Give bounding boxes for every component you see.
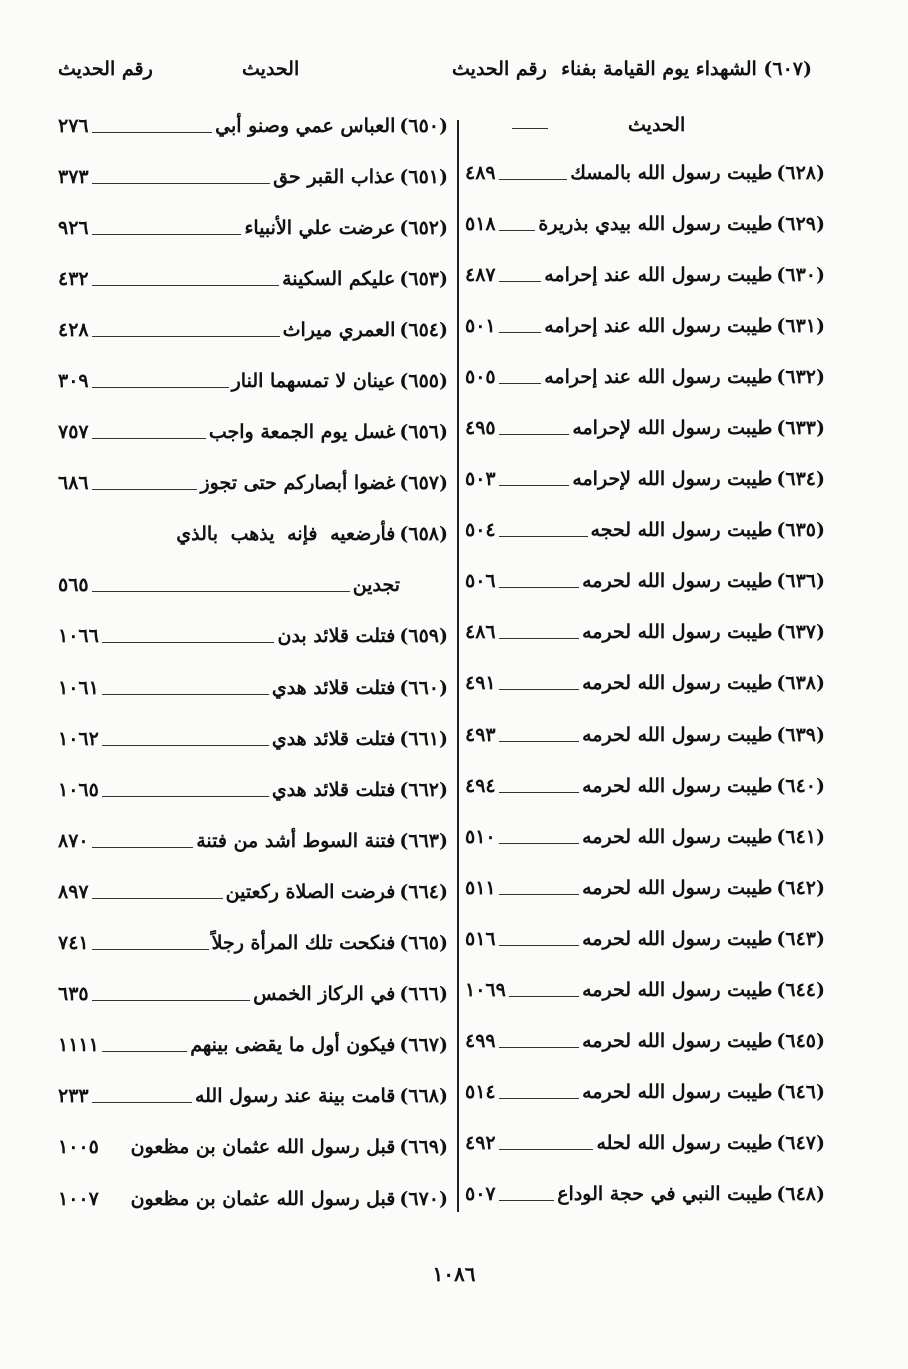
index-entry: (٦٤٣) طيبت رسول الله لحرمه ٥١٦ bbox=[465, 927, 825, 950]
right-index-column bbox=[465, 147, 825, 1220]
index-entry: (٦٥٠) العباس عمي وصنو أبي ٢٧٦ bbox=[58, 114, 448, 137]
index-entry: (٦٣٣) طيبت رسول الله لإحرامه ٤٩٥ bbox=[465, 417, 825, 440]
continued-entry-title: (٦٠٧) الشهداء يوم القيامة بفناء bbox=[561, 58, 812, 80]
index-entry: (٦٥١) عذاب القبر حق ٣٧٣ bbox=[58, 165, 448, 188]
index-entry: (٦٥٥) عينان لا تمسهما النار ٣٠٩ bbox=[58, 370, 448, 393]
header-leader bbox=[512, 128, 548, 129]
index-entry: (٦٥٤) العمري ميراث ٤٢٨ bbox=[58, 318, 448, 341]
index-entry: (٦٣٨) طيبت رسول الله لحرمه ٤٩١ bbox=[465, 672, 825, 695]
index-entry: (٦٥٢) عرضت علي الأنبياء ٩٢٦ bbox=[58, 216, 448, 239]
index-entry: (٦٦٩) قبل رسول الله عثمان بن مظعون ١٠٠٥ bbox=[58, 1136, 448, 1159]
index-entry: (٦٥٨) فأرضعيه فإنه يذهب بالذي bbox=[176, 523, 448, 546]
index-entry: (٦٥٣) عليكم السكينة ٤٣٢ bbox=[58, 267, 448, 290]
index-entry: (٦٣٥) طيبت رسول الله لحجه ٥٠٤ bbox=[465, 519, 825, 542]
right-col-number-label: رقم الحديث bbox=[452, 58, 547, 80]
index-entry: (٦٤٠) طيبت رسول الله لحرمه ٤٩٤ bbox=[465, 774, 825, 797]
index-entry: (٦٤٧) طيبت رسول الله لحله ٤٩٢ bbox=[465, 1132, 825, 1155]
index-entry: (٦٤٤) طيبت رسول الله لحرمه ١٠٦٩ bbox=[465, 979, 825, 1002]
index-entry: (٦٣٢) طيبت رسول الله عند إحرامه ٥٠٥ bbox=[465, 365, 825, 388]
index-entry: (٦٧٠) قبل رسول الله عثمان بن مظعون ١٠٠٧ bbox=[58, 1187, 448, 1210]
index-entry: (٦٥٦) غسل يوم الجمعة واجب ٧٥٧ bbox=[58, 421, 448, 444]
left-index-column bbox=[58, 100, 448, 1224]
index-entry: (٦٦٠) فتلت قلائد هدي ١٠٦١ bbox=[58, 676, 448, 699]
index-entry: (٦٣١) طيبت رسول الله عند إحرامه ٥٠١ bbox=[465, 314, 825, 337]
index-entry: (٦٣٧) طيبت رسول الله لحرمه ٤٨٦ bbox=[465, 621, 825, 644]
index-entry: (٦٤٥) طيبت رسول الله لحرمه ٤٩٩ bbox=[465, 1030, 825, 1053]
left-col-number-label: رقم الحديث bbox=[58, 58, 153, 80]
index-entry: (٦٦٦) في الركاز الخمس ٦٣٥ bbox=[58, 983, 448, 1006]
index-entry: (٦٢٨) طيبت رسول الله بالمسك ٤٨٩ bbox=[465, 161, 825, 184]
index-entry: (٦٣٦) طيبت رسول الله لحرمه ٥٠٦ bbox=[465, 570, 825, 593]
index-entry: (٦٤٦) طيبت رسول الله لحرمه ٥١٤ bbox=[465, 1081, 825, 1104]
index-entry: (٦٦٧) فيكون أول ما يقضى بينهم ١١١١ bbox=[58, 1034, 448, 1057]
index-entry: (٦٣٩) طيبت رسول الله لحرمه ٤٩٣ bbox=[465, 723, 825, 746]
index-entry: (٦٥٩) فتلت قلائد بدن ١٠٦٦ bbox=[58, 625, 448, 648]
left-col-title-label: الحديث bbox=[242, 58, 300, 80]
page-header bbox=[0, 58, 908, 94]
index-entry: (٦٤١) طيبت رسول الله لحرمه ٥١٠ bbox=[465, 825, 825, 848]
index-entry: (٦٦٨) قامت بينة عند رسول الله ٢٣٣ bbox=[58, 1085, 448, 1108]
index-entry: (٦٦٥) فنكحت تلك المرأة رجلاً ٧٤١ bbox=[58, 932, 448, 955]
column-divider bbox=[457, 120, 459, 1212]
index-entry: (٦٣٤) طيبت رسول الله لإحرامه ٥٠٣ bbox=[465, 468, 825, 491]
index-entry: (٦٦٤) فرضت الصلاة ركعتين ٨٩٧ bbox=[58, 880, 448, 903]
right-col-title-label: الحديث bbox=[628, 114, 686, 136]
index-entry: (٦٣٠) طيبت رسول الله عند إحرامه ٤٨٧ bbox=[465, 263, 825, 286]
index-entry: (٦٥٧) غضوا أبصاركم حتى تجوز ٦٨٦ bbox=[58, 472, 448, 495]
index-entry: (٦٢٩) طيبت رسول الله بيدي بذريرة ٥١٨ bbox=[465, 212, 825, 235]
index-entry: (٦٦١) فتلت قلائد هدي ١٠٦٢ bbox=[58, 727, 448, 750]
index-entry-continuation: تجدين ٥٦٥ bbox=[58, 574, 400, 597]
index-entry: (٦٦٢) فتلت قلائد هدي ١٠٦٥ bbox=[58, 778, 448, 801]
index-entry: (٦٤٢) طيبت رسول الله لحرمه ٥١١ bbox=[465, 876, 825, 899]
index-entry: (٦٦٣) فتنة السوط أشد من فتنة ٨٧٠ bbox=[58, 829, 448, 852]
index-entry: (٦٤٨) طيبت النبي في حجة الوداع ٥٠٧ bbox=[465, 1183, 825, 1206]
page-number: ١٠٨٦ bbox=[432, 1262, 476, 1286]
